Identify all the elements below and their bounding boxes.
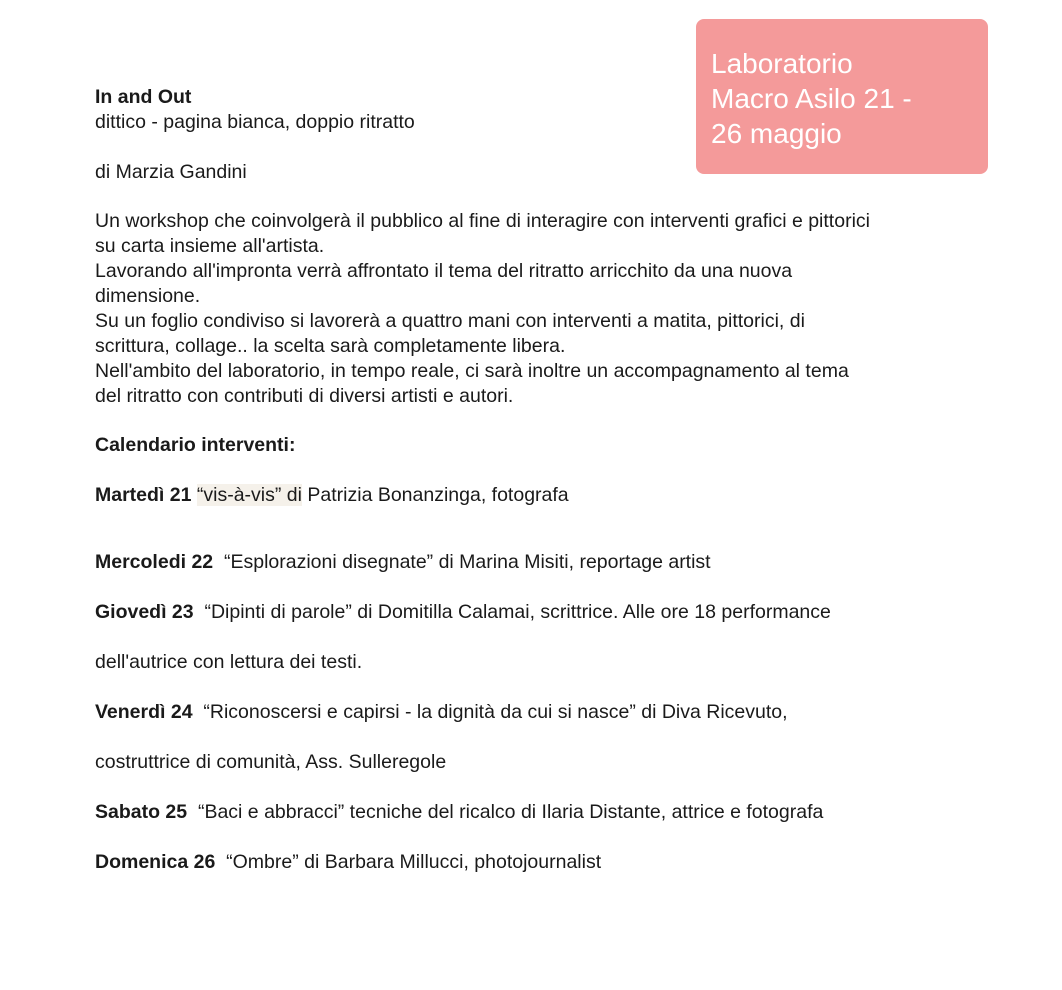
calendar-event-tuesday bbox=[95, 483, 569, 507]
description-line: su carta insieme all'artista. bbox=[95, 235, 325, 257]
badge-line-2: Macro Asilo 21 - bbox=[711, 83, 912, 114]
badge-line-1: Laboratorio bbox=[711, 48, 853, 79]
event-highlighted-title: “vis-à-vis” di bbox=[196, 484, 302, 506]
description-line: dimensione. bbox=[95, 285, 201, 307]
calendar-heading: Calendario interventi: bbox=[95, 434, 296, 456]
event-text: “Ombre” di Barbara Millucci, photojournalist bbox=[215, 851, 602, 873]
event-text: Patrizia Bonanzinga, fotografa bbox=[301, 484, 569, 506]
description-line: Su un foglio condiviso si lavorerà a quattro mani con interventi a matita, pittorici, di bbox=[95, 310, 805, 332]
calendar-event-wednesday bbox=[95, 550, 711, 574]
event-text: “Dipinti di parole” di Domitilla Calamai, scrittrice. Alle ore 18 performance bbox=[193, 601, 831, 623]
document-subtitle: dittico - pagina bianca, doppio ritratto bbox=[95, 111, 415, 133]
date-badge bbox=[696, 19, 988, 174]
description-line: scrittura, collage.. la scelta sarà completamente libera. bbox=[95, 335, 566, 357]
event-text: “Esplorazioni disegnate” di Marina Misiti, reportage artist bbox=[213, 551, 711, 573]
description-line: del ritratto con contributi di diversi artisti e autori. bbox=[95, 385, 514, 407]
description-line: Un workshop che coinvolgerà il pubblico al fine di interagire con interventi grafici e pittorici bbox=[95, 210, 870, 232]
description-line: Lavorando all'impronta verrà affrontato il tema del ritratto arricchito da una nuova bbox=[95, 260, 793, 282]
event-day: Giovedì 23 bbox=[95, 601, 194, 623]
calendar-event-saturday bbox=[95, 800, 823, 824]
event-day: Venerdì 24 bbox=[95, 701, 193, 723]
document-author: di Marzia Gandini bbox=[95, 161, 247, 183]
event-day: Sabato 25 bbox=[95, 801, 188, 823]
event-day: Martedì 21 bbox=[95, 484, 192, 506]
calendar-event-sunday bbox=[95, 850, 601, 874]
badge-line-3: 26 maggio bbox=[711, 118, 842, 149]
event-text: “Baci e abbracci” tecniche del ricalco di Ilaria Distante, attrice e fotografa bbox=[187, 801, 824, 823]
document-title: In and Out bbox=[95, 86, 192, 108]
calendar-event-thursday bbox=[95, 600, 831, 624]
description-line: Nell'ambito del laboratorio, in tempo reale, ci sarà inoltre un accompagnamento al tema bbox=[95, 360, 849, 382]
event-text: “Riconoscersi e capirsi - la dignità da cui si nasce” di Diva Ricevuto, bbox=[192, 701, 788, 723]
event-day: Domenica 26 bbox=[95, 851, 216, 873]
event-continuation: costruttrice di comunità, Ass. Sulleregole bbox=[95, 751, 447, 773]
event-continuation: dell'autrice con lettura dei testi. bbox=[95, 651, 363, 673]
calendar-event-friday bbox=[95, 700, 788, 724]
event-day: Mercoledi 22 bbox=[95, 551, 214, 573]
